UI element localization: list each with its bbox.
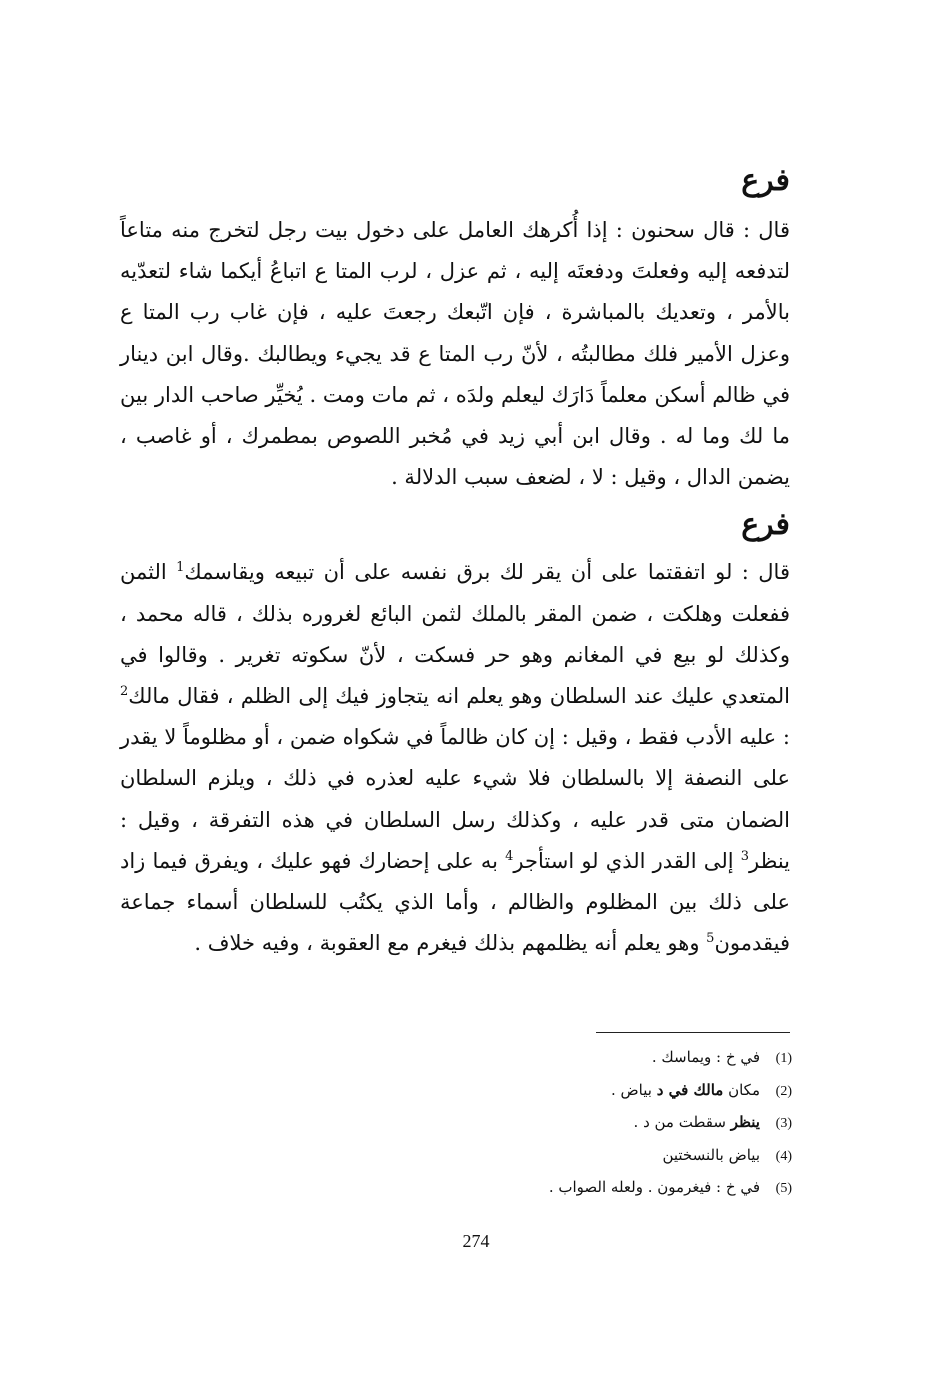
paragraph-text: قال : لو اتفقتما على أن يقر لك برق نفسه على أن تبيعه ويقاسمك xyxy=(184,560,790,585)
footnote-marker-2: 2 xyxy=(120,684,129,700)
footnote-number: (2) xyxy=(775,1083,792,1099)
footnote-number: (4) xyxy=(775,1148,792,1164)
footnote-item xyxy=(400,1172,792,1205)
page-body xyxy=(120,160,790,964)
footnote-number: (5) xyxy=(775,1181,792,1196)
section-heading-1: فرع xyxy=(741,163,790,198)
footnote-text xyxy=(634,1113,760,1131)
paragraph-text: وهو يعلم أنه يظلمهم بذلك فيغرم مع العقوبة ، وفيه خلاف . xyxy=(194,931,707,956)
paragraph-text: : عليه الأدب فقط ، وقيل : إن كان ظالماً في شكواه ضمن ، أو مظلوماً لا يقدر على النصفة إلا بالسلطان فلا شيء عليه لعذره في ذلك ، ويلزم السلطان الضمان متى قدر عليه ، وكذلك رسل السلطان في هذه التفرقة ، وقيل : ينظر xyxy=(120,725,791,873)
paragraph-text: إلى القدر الذي لو استأجر xyxy=(513,848,741,873)
paragraph-text: به على إحضارك فهو عليك ، ويفرق فيما زاد على ذلك بين المظلوم والظالم ، وأما الذي يكتُب للسلطان أسماء جماعة فيقدمون xyxy=(120,848,790,956)
footnote-bold-text: مالك في د xyxy=(656,1080,724,1099)
footnote-marker-3: 3 xyxy=(740,848,750,864)
footnote-text-part: سقطت من د . xyxy=(633,1113,731,1131)
footnote-marker-1: 1 xyxy=(176,560,185,576)
footnote-item xyxy=(400,1107,792,1140)
footnote-number: (3) xyxy=(775,1116,792,1131)
footnote-text-part: بياض . xyxy=(610,1080,657,1099)
footnote-text xyxy=(611,1081,760,1099)
footnote-text-part: مكان xyxy=(723,1080,760,1099)
footnote-number: (1) xyxy=(775,1051,792,1066)
footnote-marker-4: 4 xyxy=(505,848,514,864)
footnote-text: بياض بالنسختين xyxy=(662,1145,760,1164)
page-number: 274 xyxy=(462,1231,490,1251)
section-heading-2: فرع xyxy=(741,507,790,543)
footnote-item xyxy=(400,1075,792,1108)
footnote-bold-text: ينظر xyxy=(730,1113,760,1131)
paragraph-text: الثمن ففعلت وهلكت ، ضمن المقر بالملك لثمن البائع لغروره بذلك ، قاله محمد ، وكذلك لو بيع في المغانم وهو حر فسكت ، لأنّ سكوته تغرير . وقالوا في المتعدي عليك عند السلطان وهو يعلم انه يتجاوز فيك إلى الظلم ، فقال مالك xyxy=(120,560,790,709)
footnote-item xyxy=(400,1140,792,1173)
footnote-text: في خ : ويماسك . xyxy=(651,1048,760,1066)
section-paragraph-2 xyxy=(120,552,790,964)
footnote-item xyxy=(400,1042,792,1075)
footnote-text: في خ : فيغرمون . ولعله الصواب . xyxy=(548,1178,760,1196)
footnotes-list xyxy=(400,1042,792,1205)
footnote-marker-5: 5 xyxy=(706,931,715,947)
section-paragraph-1: قال : قال سحنون : إذا أُكرهك العامل على دخول بيت رجل لتخرج منه متاعاً لتدفعه إليه وفعلتَ ودفعتَه إليه ، ثم عزل ، لرب المتا ع اتباعُ أيكما شاء لتعدّيه بالأمر ، وتعديك بالمباشرة ، فإن اتّبعك رجعتَ عليه ، فإن غاب رب المتا ع وعزل الأمير فلك مطالبتُه ، لأنّ رب المتا ع قد يجيء ويطالبك .وقال ابن دينار في ظالم أسكن معلماً دَارَك ليعلم ولدَه ، ثم مات ومت . يُخيِّر صاحب الدار بين ما لك وما له . وقال ابن أبي زيد في مُخبر اللصوص بمطمرك ، أو غاصب ، يضمن الدال ، وقيل : لا ، لضعف سبب الدلالة . xyxy=(120,218,790,490)
footnote-separator xyxy=(596,1032,790,1033)
